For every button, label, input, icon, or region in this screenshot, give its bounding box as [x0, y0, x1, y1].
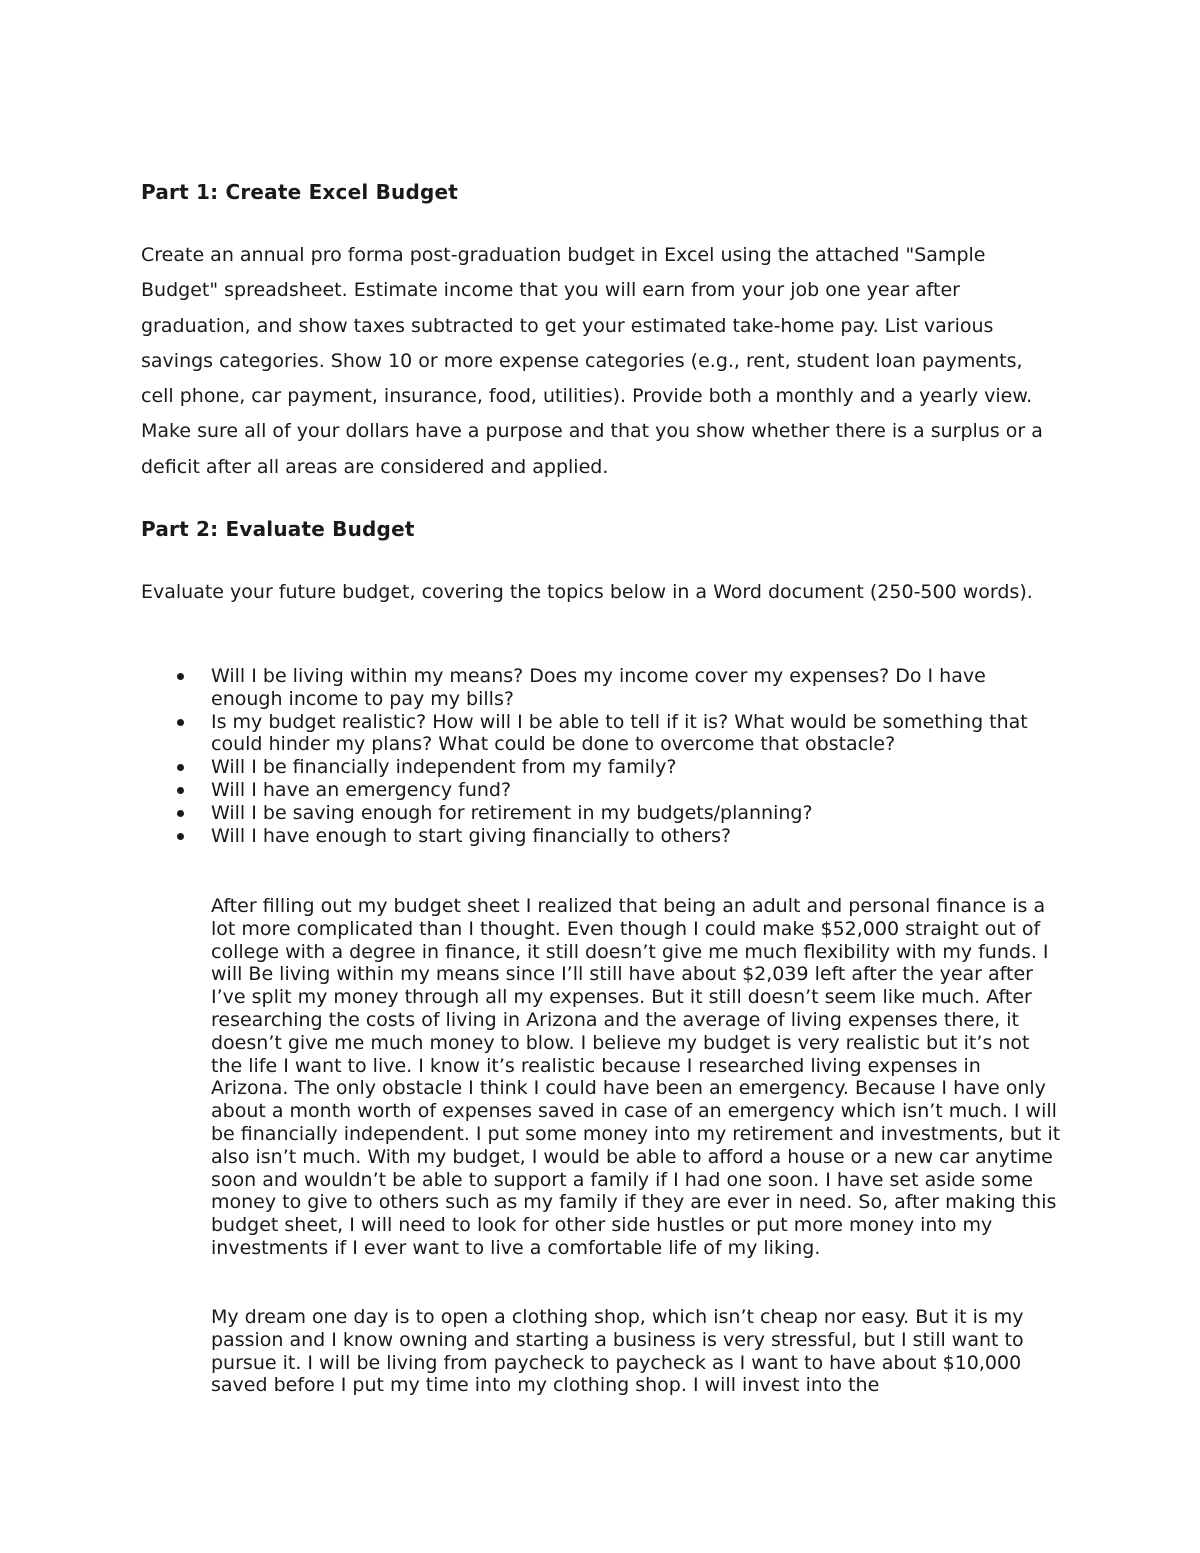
response-paragraph-1: After filling out my budget sheet I realized that being an adult and personal finance is a lot more complicated than I thought. Even though I could make $52,000 straight out of college with a degree in finance, it still doesn’t give me much flexibility with my funds. I will Be living within my means since I’ll still have about $2,039 left after the year after I’ve split my money through all my expenses. But it still doesn’t seem like much. After researching the costs of living in Arizona and the average of living expenses there, it doesn’t give me much money to blow. I believe my budget is very realistic but it’s not the life I want to live. I know it’s realistic because I researched living expenses in Arizona. The only obstacle I think I could have been an emergency. Because I have only about a month worth of expenses saved in case of an emergency which isn’t much. I will be financially independent. I put some money into my retirement and investments, but it also isn’t much. With my budget, I would be able to afford a house or a new car anytime soon and wouldn’t be able to support a family if I had one soon. I have set aside some money to give to others such as my family if they are ever in need. So, after making this budget sheet, I will need to look for other side hustles or put more money into my investments if I ever want to live a comfortable life of my liking.	[211, 895, 1061, 1259]
question-list	[141, 665, 1061, 847]
question-text: Is my budget realistic? How will I be able to tell if it is? What would be something that could hinder my plans? What could be done to overcome that obstacle?	[211, 710, 1028, 756]
question-text: Will I have an emergency fund?	[211, 778, 512, 801]
bullet-icon	[177, 764, 184, 771]
part2-instructions: Evaluate your future budget, covering the topics below in a Word document (250-500 words).	[141, 581, 1033, 603]
list-item	[141, 665, 1061, 711]
part1-heading: Part 1: Create Excel Budget	[141, 180, 459, 204]
part2-heading: Part 2: Evaluate Budget	[141, 517, 415, 541]
question-text: Will I be saving enough for retirement in my budgets/planning?	[211, 801, 813, 824]
list-item	[141, 711, 1061, 757]
bullet-icon	[177, 673, 184, 680]
list-item	[141, 825, 1061, 848]
list-item	[141, 756, 1061, 779]
bullet-icon	[177, 810, 184, 817]
list-item	[141, 802, 1061, 825]
question-text: Will I be financially independent from my family?	[211, 756, 677, 779]
part1-instructions: Create an annual pro forma post-graduation budget in Excel using the attached "Sample Budget" spreadsheet. Estimate income that you will earn from your job one year after graduation, and show taxes subtracted to get your estimated take-home pay. List various savings categories. Show 10 or more expense categories (e.g., rent, student loan payments, cell phone, car payment, insurance, food, utilities). Provide both a monthly and a yearly view. Make sure all of your dollars have a purpose and that you show whether there is a surplus or a deficit after all areas are considered and applied.	[141, 244, 1043, 478]
bullet-icon	[177, 787, 184, 794]
response-paragraph-2: My dream one day is to open a clothing shop, which isn’t cheap nor easy. But it is my passion and I know owning and starting a business is very stressful, but I still want to pursue it. I will be living from paycheck to paycheck as I want to have about $10,000 saved before I put my time into my clothing shop. I will invest into the	[211, 1306, 1024, 1397]
question-text: Will I be living within my means? Does my income cover my expenses? Do I have enough income to pay my bills?	[211, 665, 986, 710]
question-text: Will I have enough to start giving financially to others?	[211, 824, 732, 847]
list-item	[141, 779, 1061, 802]
bullet-icon	[177, 719, 184, 726]
bullet-icon	[177, 833, 184, 840]
